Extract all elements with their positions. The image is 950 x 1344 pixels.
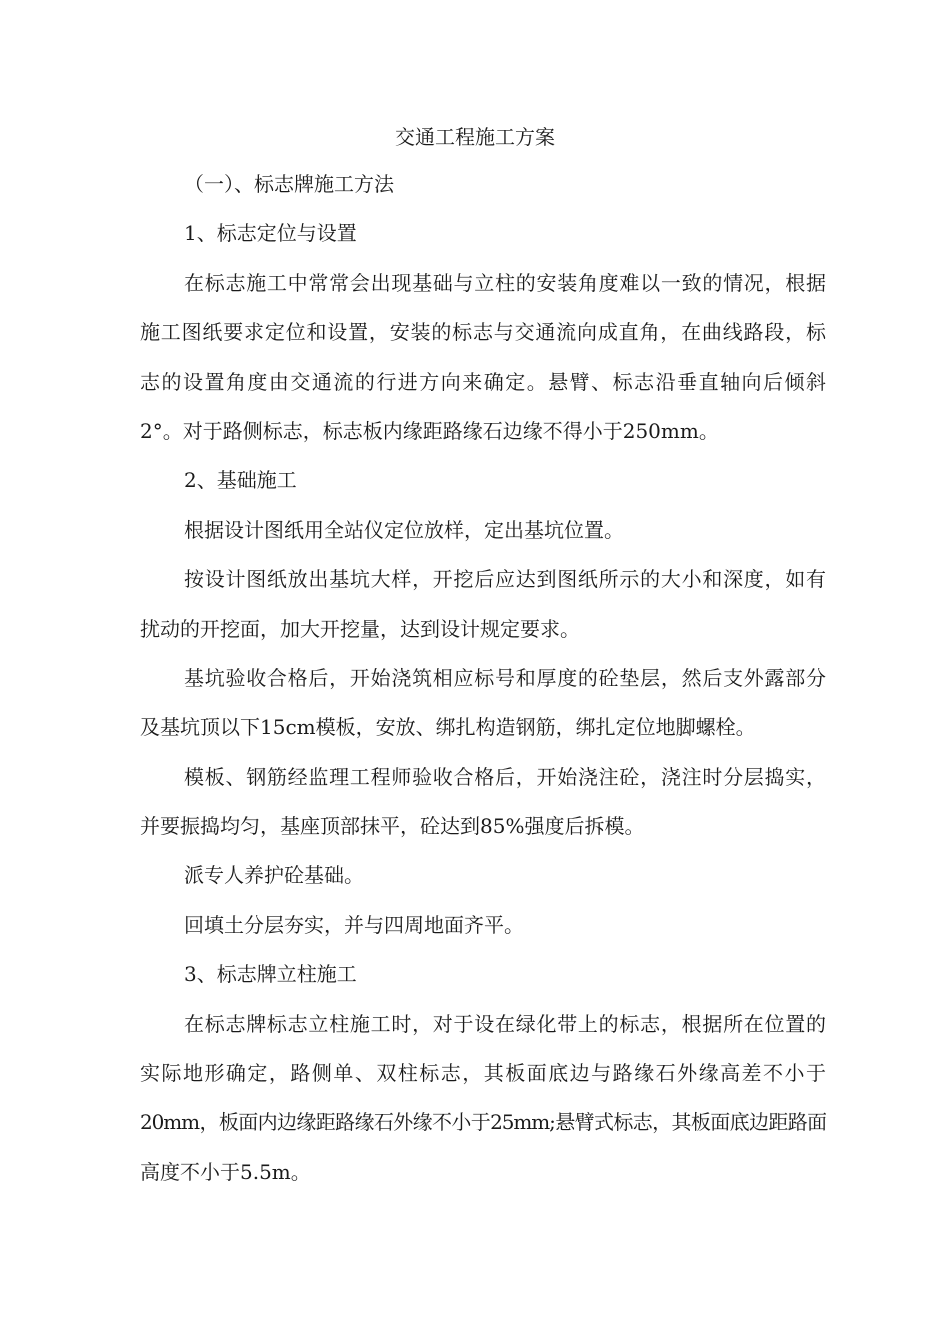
- paragraph-line: 派专人养护砼基础。: [184, 863, 364, 888]
- paragraph-line: 按设计图纸放出基坑大样，开挖后应达到图纸所示的大小和深度，如有: [184, 567, 826, 592]
- paragraph-line: 2°。对于路侧标志，标志板内缘距路缘石边缘不得小于250mm。: [140, 418, 719, 443]
- section-heading: （一）、标志牌施工方法: [184, 172, 394, 196]
- paragraph-line: 回填土分层夯实，并与四周地面齐平。: [184, 912, 524, 937]
- paragraph-line: 并要振捣均匀，基座顶部抹平，砼达到85%强度后拆模。: [140, 814, 645, 839]
- paragraph-line: 在标志施工中常常会出现基础与立柱的安装角度难以一致的情况，根据: [184, 270, 826, 295]
- subsection-heading: 2、基础施工: [184, 468, 297, 493]
- paragraph-line: 及基坑顶以下15cm模板，安放、绑扎构造钢筋，绑扎定位地脚螺栓。: [140, 715, 756, 740]
- paragraph-line: 施工图纸要求定位和设置，安装的标志与交通流向成直角，在曲线路段，标: [140, 320, 826, 345]
- paragraph-line: 基坑验收合格后，开始浇筑相应标号和厚度的砼垫层，然后支外露部分: [184, 665, 826, 690]
- subsection-heading: 3、标志牌立柱施工: [184, 962, 357, 987]
- paragraph-line: 20mm，板面内边缘距路缘石外缘不小于25mm;悬臂式标志，其板面底边距路面: [140, 1110, 826, 1135]
- subsection-heading: 1、标志定位与设置: [184, 221, 357, 246]
- document-body: [140, 160, 826, 1197]
- paragraph-line: 志的设置角度由交通流的行进方向来确定。悬臂、标志沿垂直轴向后倾斜: [140, 369, 826, 394]
- paragraph-line: 扰动的开挖面，加大开挖量，达到设计规定要求。: [140, 616, 580, 641]
- paragraph-line: 在标志牌标志立柱施工时，对于设在绿化带上的标志，根据所在位置的: [184, 1011, 826, 1036]
- paragraph-line: 模板、钢筋经监理工程师验收合格后，开始浇注砼，浇注时分层捣实，: [184, 764, 826, 789]
- paragraph-line: 高度不小于5.5m。: [140, 1159, 311, 1184]
- paragraph-line: 实际地形确定，路侧单、双柱标志，其板面底边与路缘石外缘高差不小于: [140, 1061, 826, 1086]
- document-title: 交通工程施工方案: [395, 125, 555, 149]
- paragraph-line: 根据设计图纸用全站仪定位放样，定出基坑位置。: [184, 517, 624, 542]
